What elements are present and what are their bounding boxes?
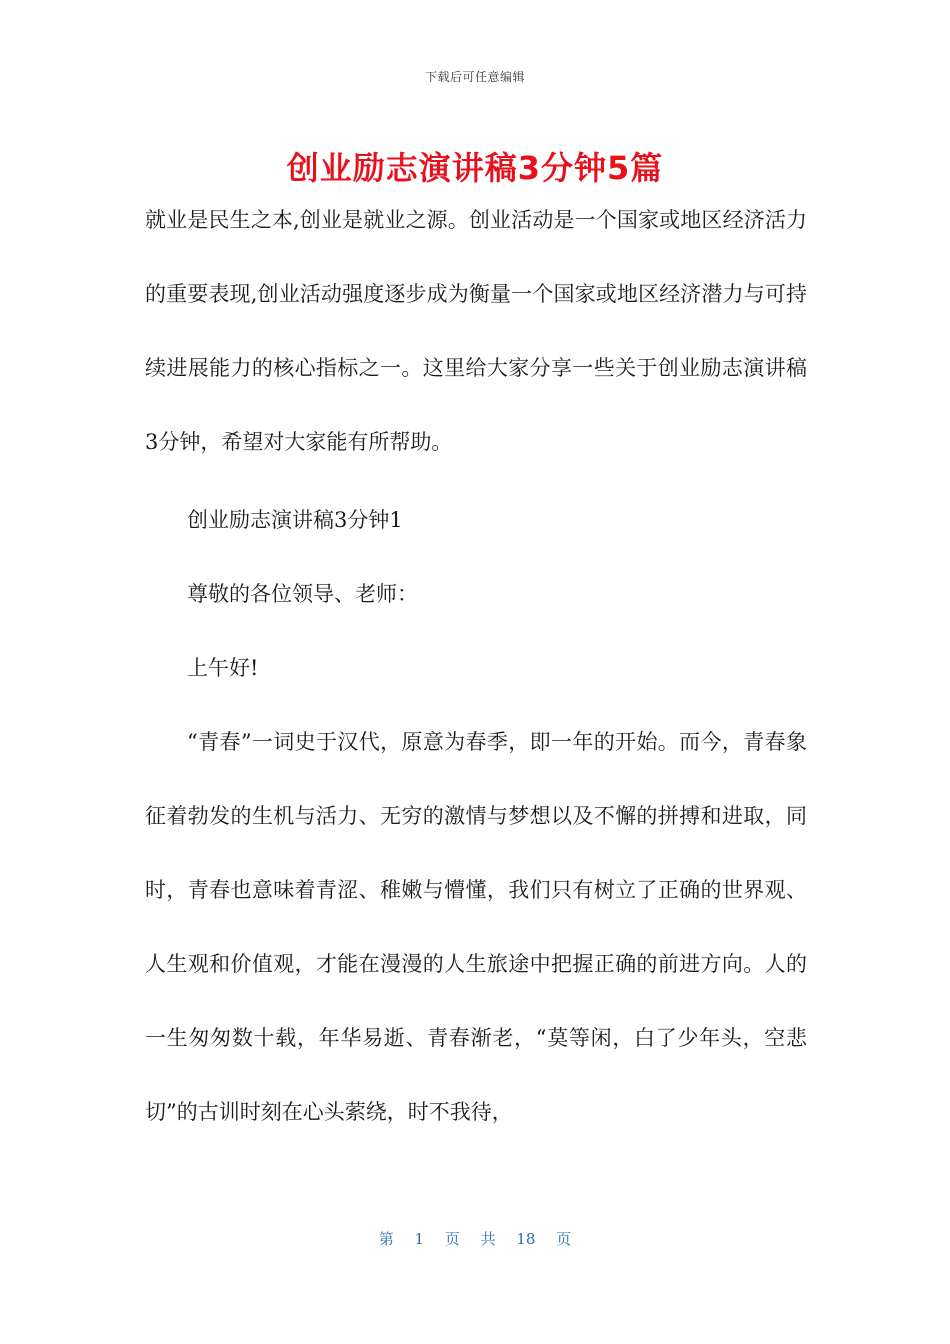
footer-prefix: 第	[378, 1230, 394, 1248]
salutation: 尊敬的各位领导、老师：	[187, 582, 418, 606]
section-heading: 创业励志演讲稿3分钟1	[187, 508, 403, 532]
total-pages-number: 18	[516, 1230, 536, 1248]
body-paragraph: “青春”一词史于汉代，原意为春季，即一年的开始。而今，青春象征着勃发的生机与活力、无穷的激情与梦想以及不懈的拼搏和进取，同时，青春也意味着青涩、稚嫩与懵懂，我们只有树立了正确的世界观、人生观和价值观，才能在漫漫的人生旅途中把握正确的前进方向。人的一生匆匆数十载，年华易逝、青春渐老，“莫等闲，白了少年头，空悲切”的古训时刻在心头萦绕，时不我待，	[145, 730, 807, 1124]
document-title: 创业励志演讲稿3分钟5篇	[286, 149, 664, 187]
footer-suffix: 页	[556, 1230, 572, 1248]
speech-block	[145, 483, 807, 1149]
header-note: 下载后可任意编辑	[424, 70, 525, 84]
intro-paragraph: 就业是民生之本,创业是就业之源。创业活动是一个国家或地区经济活力的重要表现,创业活动强度逐步成为衡量一个国家或地区经济潜力与可持续进展能力的核心指标之一。这里给大家分享一些关于创业励志演讲稿3分钟，希望对大家能有所帮助。	[145, 208, 807, 454]
current-page-number: 1	[414, 1230, 425, 1248]
greeting: 上午好!	[187, 656, 259, 680]
page-footer	[0, 1228, 950, 1249]
footer-middle: 页 共	[444, 1230, 496, 1248]
intro-block	[145, 183, 807, 479]
